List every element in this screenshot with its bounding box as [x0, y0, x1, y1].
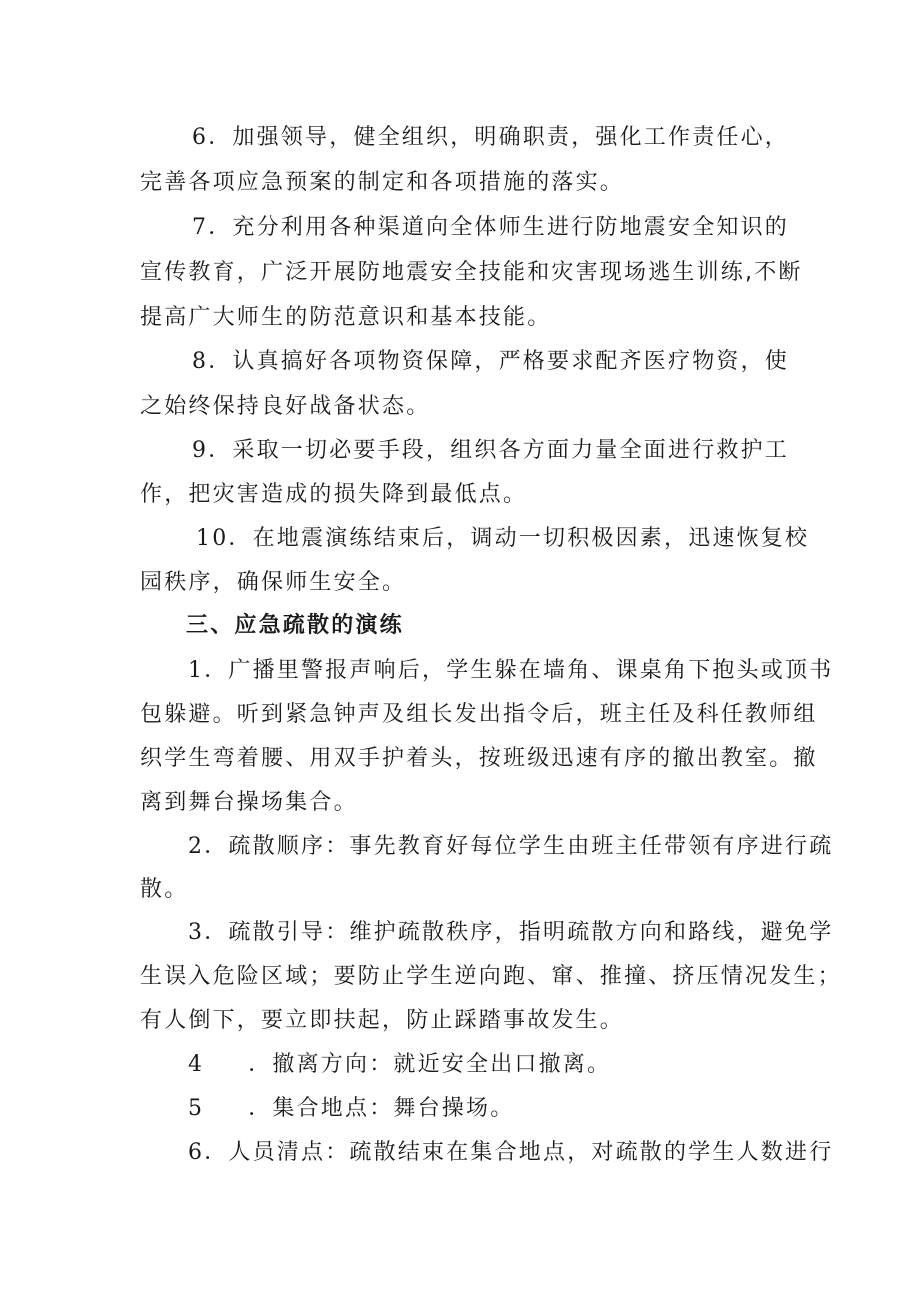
list-item-text: 包躲避。听到紧急钟声及组长发出指令后，班主任及科任教师组 — [140, 702, 818, 727]
list-item-text: 加强领导，健全组织，明确职责，强化工作责任心， — [232, 125, 790, 150]
list-item-text: 在地震演练结束后，调动一切积极因素，迅速恢复校 — [252, 526, 810, 551]
list-item-number: 8 — [192, 349, 209, 374]
list-item-3-line-3 — [140, 1006, 624, 1036]
list-item-2-line-1 — [188, 832, 833, 862]
list-item-number: 6 — [188, 1140, 205, 1165]
list-item-3-line-1 — [188, 918, 833, 948]
list-item-text: 有人倒下，要立即扶起，防止踩踏事故发生。 — [140, 1008, 625, 1033]
list-item-number: 7 — [192, 215, 209, 240]
list-item-number: 3 — [188, 920, 205, 945]
list-item-text: 采取一切必要手段，组织各方面力量全面进行救护工 — [232, 438, 790, 463]
list-item-separator: ． — [204, 834, 229, 859]
list-item-separator: ． — [204, 658, 229, 683]
list-item-text: 作，把灾害造成的损失降到最低点。 — [140, 482, 528, 507]
list-item-3-line-2 — [140, 962, 842, 992]
list-item-10-line-1 — [196, 524, 809, 554]
list-item-text: 认真搞好各项物资保障，严格要求配齐医疗物资，使 — [232, 349, 790, 374]
list-item-number: 4 — [188, 1052, 205, 1077]
list-item-separator: ． — [204, 1140, 229, 1165]
list-item-separator: ． — [208, 438, 233, 463]
list-item-separator: ． — [208, 349, 233, 374]
list-item-text: 充分利用各种渠道向全体师生进行防地震安全知识的 — [232, 215, 790, 240]
list-item-text: 宣传教育，广泛开展防地震安全技能和灾害现场逃生训练,不断 — [140, 260, 803, 285]
list-item-text: 完善各项应急预案的制定和各项措施的落实。 — [140, 170, 625, 195]
list-item-text: 疏散顺序：事先教育好每位学生由班主任带领有序进行疏 — [228, 834, 834, 859]
list-item-1-line-2 — [140, 700, 818, 730]
list-item-9-line-2 — [140, 480, 527, 510]
list-item-text: 疏散引导：维护疏散秩序，指明疏散方向和路线，避免学 — [228, 920, 834, 945]
list-item-text: 园秩序，确保师生安全。 — [140, 570, 407, 595]
list-item-8-line-2 — [140, 392, 430, 422]
list-item-7-line-3 — [140, 303, 551, 333]
list-item-10-line-2 — [140, 568, 406, 598]
list-item-text: 集合地点：舞台操场。 — [272, 1096, 515, 1121]
list-item-1-line-1 — [188, 656, 833, 686]
list-item-number: 2 — [188, 834, 205, 859]
list-item-text: 撤离方向：就近安全出口撤离。 — [272, 1052, 612, 1077]
list-item-9-line-1 — [192, 436, 789, 466]
list-item-4-line-1 — [188, 1050, 611, 1080]
list-item-text: 散。 — [140, 877, 189, 902]
list-item-number: 1 — [188, 658, 205, 683]
list-item-text: 离到舞台操场集合。 — [140, 790, 358, 815]
list-item-separator: ． — [208, 215, 233, 240]
list-item-6b-line-1 — [188, 1138, 833, 1168]
list-item-separator: ． — [208, 125, 233, 150]
list-item-text: 提高广大师生的防范意识和基本技能。 — [140, 305, 552, 330]
list-item-text: 织学生弯着腰、用双手护着头，按班级迅速有序的撤出教室。撤 — [140, 746, 818, 771]
list-item-number: 9 — [192, 438, 209, 463]
list-item-5-line-1 — [188, 1094, 514, 1124]
list-item-6-line-1 — [192, 123, 789, 153]
list-item-separator: ． — [248, 1096, 273, 1121]
list-item-text: 之始终保持良好战备状态。 — [140, 394, 431, 419]
section-heading: 三、应急疏散的演练 — [186, 613, 404, 638]
list-item-number: 5 — [188, 1096, 205, 1121]
list-item-7-line-2 — [140, 258, 803, 288]
list-item-number: 10 — [196, 526, 229, 551]
list-item-7-line-1 — [192, 213, 789, 243]
list-item-text: 人员清点：疏散结束在集合地点，对疏散的学生人数进行 — [228, 1140, 834, 1165]
list-item-8-line-1 — [192, 347, 789, 377]
list-item-separator: ． — [228, 526, 253, 551]
list-item-1-line-4 — [140, 788, 358, 818]
list-item-text: 生误入危险区域；要防止学生逆向跑、窜、推撞、挤压情况发生； — [140, 964, 842, 989]
list-item-2-line-2 — [140, 875, 188, 905]
list-item-1-line-3 — [140, 744, 818, 774]
list-item-separator: ． — [248, 1052, 273, 1077]
list-item-text: 广播里警报声响后，学生躲在墙角、课桌角下抱头或顶书 — [228, 658, 834, 683]
list-item-6-line-2 — [140, 168, 624, 198]
list-item-separator: ． — [204, 920, 229, 945]
list-item-number: 6 — [192, 125, 209, 150]
